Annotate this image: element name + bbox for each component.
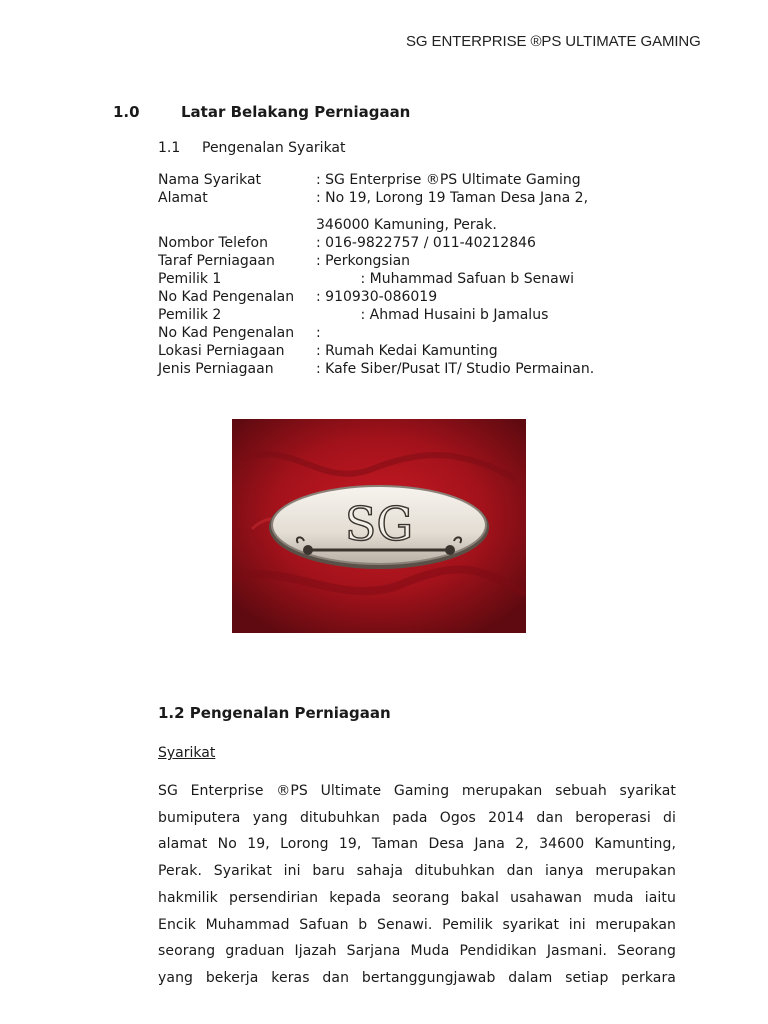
info-label: Lokasi Perniagaan xyxy=(158,343,285,359)
subsection-number: 1.1 xyxy=(158,140,181,156)
info-label: Pemilik 2 xyxy=(158,307,222,323)
info-value: : Perkongsian xyxy=(316,253,411,269)
info-value: : xyxy=(316,325,321,341)
logo-text: SG xyxy=(344,497,414,551)
section2-title: 1.2 Pengenalan Perniagaan xyxy=(158,704,391,722)
info-label: Pemilik 1 xyxy=(158,271,222,287)
paragraph-line: hakmilik persendirian kepada seorang bakal usahawan muda iaitu xyxy=(158,889,676,906)
body-paragraph xyxy=(158,778,676,992)
info-value: 346000 Kamuning, Perak. xyxy=(316,217,497,233)
info-label: Jenis Perniagaan xyxy=(158,361,274,377)
info-label: Nombor Telefon xyxy=(158,235,268,251)
subsection-title: Pengenalan Syarikat xyxy=(202,140,346,156)
company-logo xyxy=(232,419,526,633)
logo-graphic xyxy=(232,419,526,633)
info-value: : 910930-086019 xyxy=(316,289,438,305)
info-label: Nama Syarikat xyxy=(158,172,262,188)
info-label: Alamat xyxy=(158,190,208,206)
paragraph-line: SG Enterprise ®PS Ultimate Gaming merupakan sebuah syarikat xyxy=(158,783,676,799)
page-header: SG ENTERPRISE ®PS ULTIMATE GAMING xyxy=(406,33,701,50)
info-value: : SG Enterprise ®PS Ultimate Gaming xyxy=(316,172,581,188)
info-value: : Rumah Kedai Kamunting xyxy=(316,343,498,359)
section-number: 1.0 xyxy=(113,103,140,121)
section2-subheading: Syarikat xyxy=(158,745,216,761)
info-label: Taraf Perniagaan xyxy=(158,253,275,269)
paragraph-line: Perak. Syarikat ini baru sahaja ditubuhkan dan ianya merupakan xyxy=(158,863,676,880)
paragraph-line: yang bekerja keras dan bertanggungjawab dalam setiap perkara xyxy=(158,969,676,986)
paragraph-line: seorang graduan Ijazah Sarjana Muda Pendidikan Jasmani. Seorang xyxy=(158,943,676,960)
info-value: : No 19, Lorong 19 Taman Desa Jana 2, xyxy=(316,190,589,206)
paragraph-line: bumiputera yang ditubuhkan pada Ogos 2014 dan beroperasi di xyxy=(158,809,676,826)
info-label: No Kad Pengenalan xyxy=(158,325,295,341)
info-value: : 016-9822757 / 011-40212846 xyxy=(316,235,536,251)
info-value: : Kafe Siber/Pusat IT/ Studio Permainan. xyxy=(316,361,595,377)
info-label: No Kad Pengenalan xyxy=(158,289,295,305)
paragraph-line: alamat No 19, Lorong 19, Taman Desa Jana 2, 34600 Kamunting, xyxy=(158,836,676,853)
section-title: Latar Belakang Perniagaan xyxy=(181,103,411,121)
info-value: : Ahmad Husaini b Jamalus xyxy=(316,307,549,323)
info-value: : Muhammad Safuan b Senawi xyxy=(316,271,575,287)
paragraph-line: Encik Muhammad Safuan b Senawi. Pemilik syarikat ini merupakan xyxy=(158,916,676,933)
